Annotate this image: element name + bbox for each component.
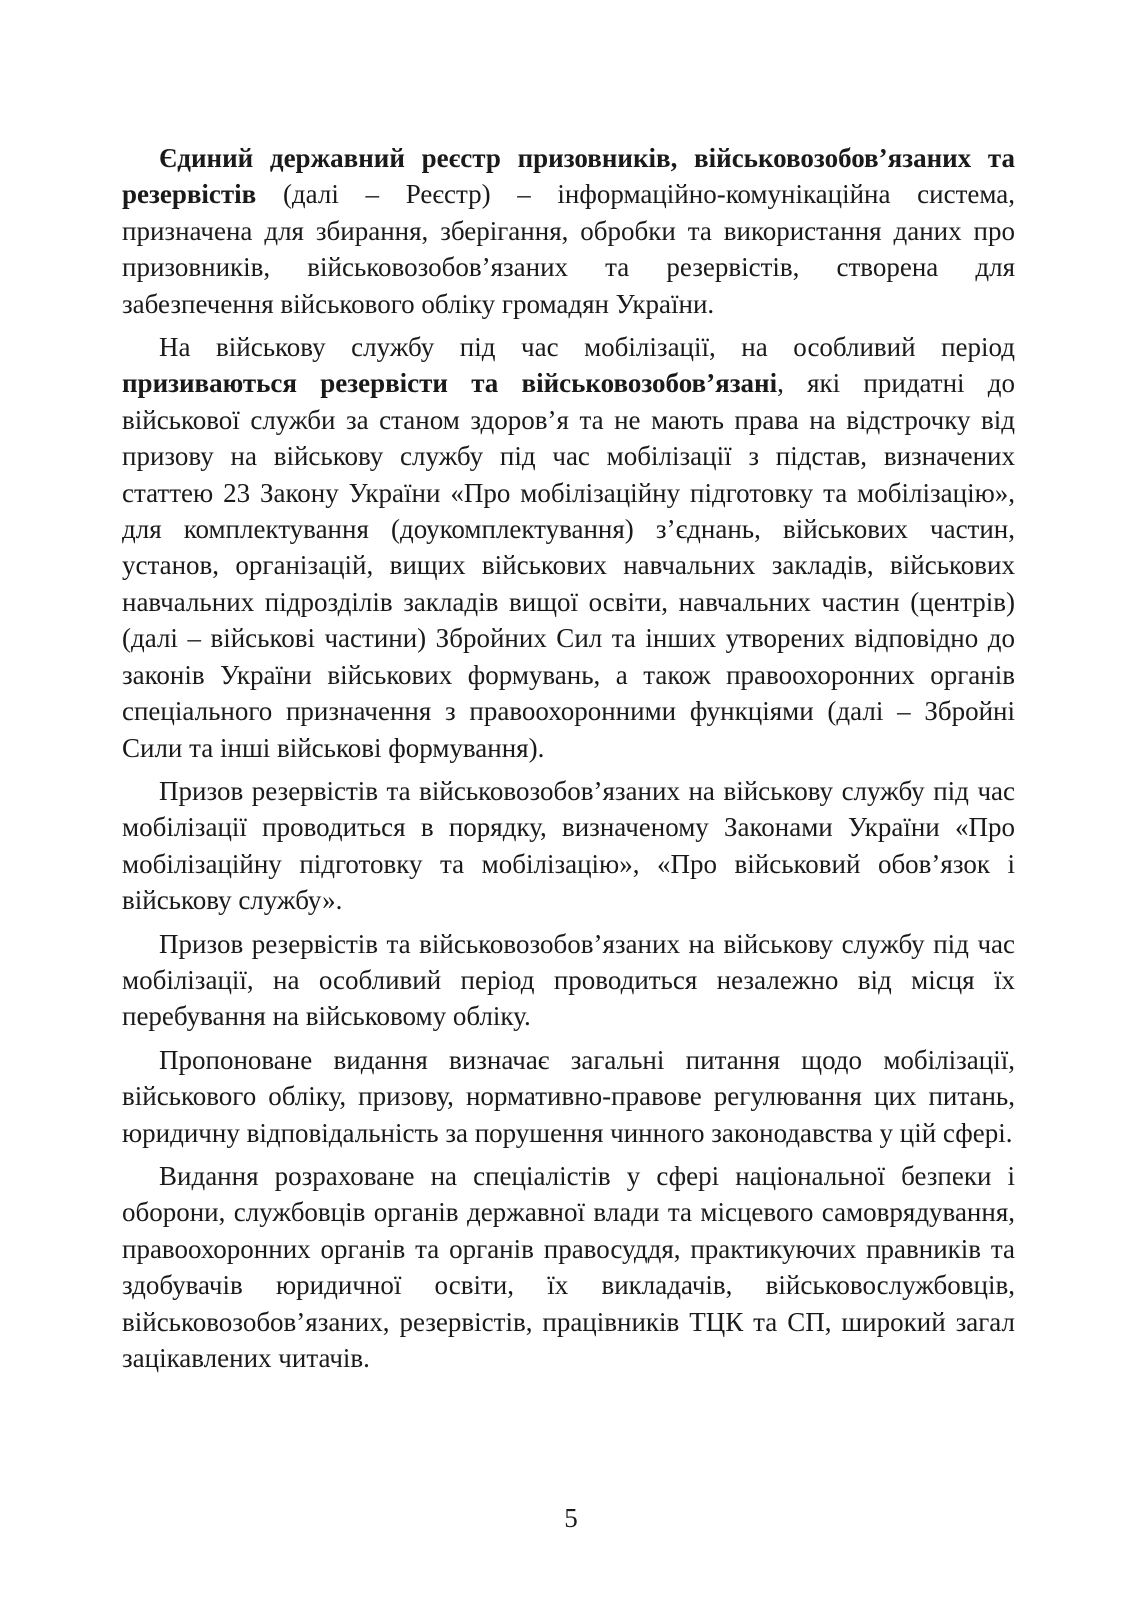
emphasis-reservists: призиваються резервісти та військовозобов’язані xyxy=(122,368,778,399)
paragraph-text: Видання розраховане на спеціалістів у сфері національної безпеки і оборони, службовців органів державної влади та місцевого самоврядування, правоохоронних органів та органів правосуддя, практикуючих правників та здобувачів юридичної освіти, їх викладачів, військовослужбовців, військовозобов’язаних, резервістів, працівників ТЦК та СП, широкий загал зацікавлених читачів. xyxy=(122,1160,1015,1373)
term-registry: Єдиний державний реєстр призовників, військовозобов’язаних та резервістів xyxy=(122,143,1015,210)
paragraph-lead: На військову службу під час мобілізації, на особливий період xyxy=(159,332,1015,363)
paragraph-call-procedure xyxy=(122,773,1015,919)
paragraph-text: Пропоноване видання визначає загальні питання щодо мобілізації, військового обліку, призову, нормативно-правове регулювання цих питань, юридичну відповідальність за порушення чинного законодавства у цій сфері. xyxy=(122,1044,1015,1148)
paragraph-publication-scope xyxy=(122,1042,1015,1151)
paragraph-text: Призов резервістів та військовозобов’язаних на військову службу під час мобілізації, на особливий період проводиться незалежно від місця їх перебування на військовому обліку. xyxy=(122,928,1015,1032)
paragraph-mobilization-call xyxy=(122,329,1015,766)
paragraph-text: Призов резервістів та військовозобов’язаних на військову службу під час мобілізації проводиться в порядку, визначеному Законами України «Про мобілізаційну підготовку та мобілізацію», «Про військовий обов’язок і військову службу». xyxy=(122,775,1015,916)
paragraph-text: , які придатні до військової служби за станом здоров’я та не мають права на відстрочку від призову на військову службу під час мобілізації з підстав, визначених статтею 23 Закону України «Про мобілізаційну підготовку та мобілізацію», для комплектування (доукомплектування) з’єднань, військових частин, установ, організацій, вищих військових навчальних закладів, військових навчальних підрозділів закладів вищої освіти, навчальних частин (центрів) (далі – військові частини) Збройних Сил та інших утворених відповідно до законів України військових формувань, а також правоохоронних органів спеціального призначення з правоохоронними функціями (далі – Збройні Сили та інші військові формування). xyxy=(122,368,1016,763)
paragraph-audience xyxy=(122,1158,1015,1376)
paragraph-registry-definition xyxy=(122,140,1015,322)
paragraph-text: (далі – Реєстр) – інформаційно-комунікаційна система, призначена для збирання, зберігання, обробки та використання даних про призовників, військовозобов’язаних та резервістів, створена для забезпечення військового обліку громадян України. xyxy=(122,179,1015,319)
page-number: 5 xyxy=(564,1503,578,1533)
document-body xyxy=(122,140,1015,1383)
paragraph-call-location xyxy=(122,926,1015,1035)
